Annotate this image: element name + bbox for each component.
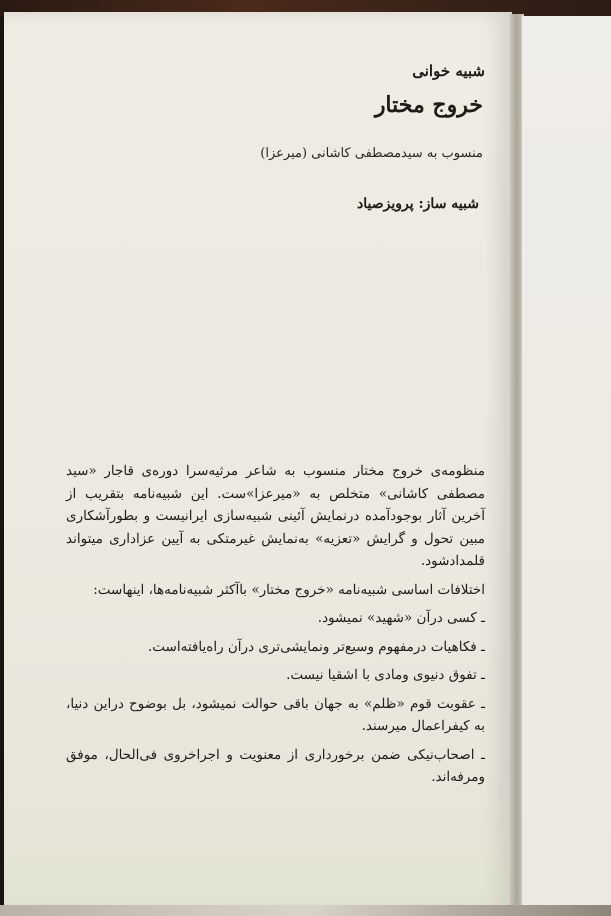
section-label: شبیه خوانی xyxy=(412,62,485,80)
difference-item: ـ کسی درآن «شهید» نمیشود. xyxy=(317,610,485,626)
difference-item: ـ اصحاب‌نیکی ضمن برخورداری از معنویت و اجراخروی فی‌الحال، موفق ومرفه‌اند. xyxy=(66,746,485,785)
difference-item: ـ عقوبت قوم «ظلم» به جهان باقی حوالت نمیشود، بل بوضوح دراین دنیا، به کیفراعمال میرسند. xyxy=(66,695,485,734)
differences-intro: اختلافات اساسی شبیه‌نامه «خروج مختار» باآکثر شبیه‌نامه‌ها، اینهاست: xyxy=(93,581,485,598)
difference-item: ـ تفوق دنیوی ومادی با اشقیا نیست. xyxy=(286,667,485,683)
intro-paragraph: منظومه‌ی خروج مختار منسوب به شاعر مرثیه‌سرا دوره‌ی قاجار «سید مصطفی کاشانی» متخلص به «میرعزا»ست. این شبیه‌نامه بتقریب از آخرین آثار بوجودآمده درنمایش آئینی شبیه‌سازی ایرانیست و بطورآشکاری مبین تحول و گرایش «تعزیه» به‌نمایش غیرمتکی به آیین عزاداری میتواند قلمدادشود. xyxy=(66,463,485,569)
author-line: شبیه ساز: پرویزصیاد xyxy=(357,196,479,212)
page-title: خروج مختار xyxy=(374,92,483,118)
page-bottom-edge xyxy=(0,905,611,916)
attribution-line: منسوب به سیدمصطفی کاشانی (میرعزا) xyxy=(260,146,483,161)
right-book-page xyxy=(522,16,611,912)
difference-item: ـ فکاهیات درمفهوم وسیع‌تر ونمایشی‌تری درآن راه‌یافته‌است. xyxy=(148,638,485,655)
body-text xyxy=(66,460,485,789)
